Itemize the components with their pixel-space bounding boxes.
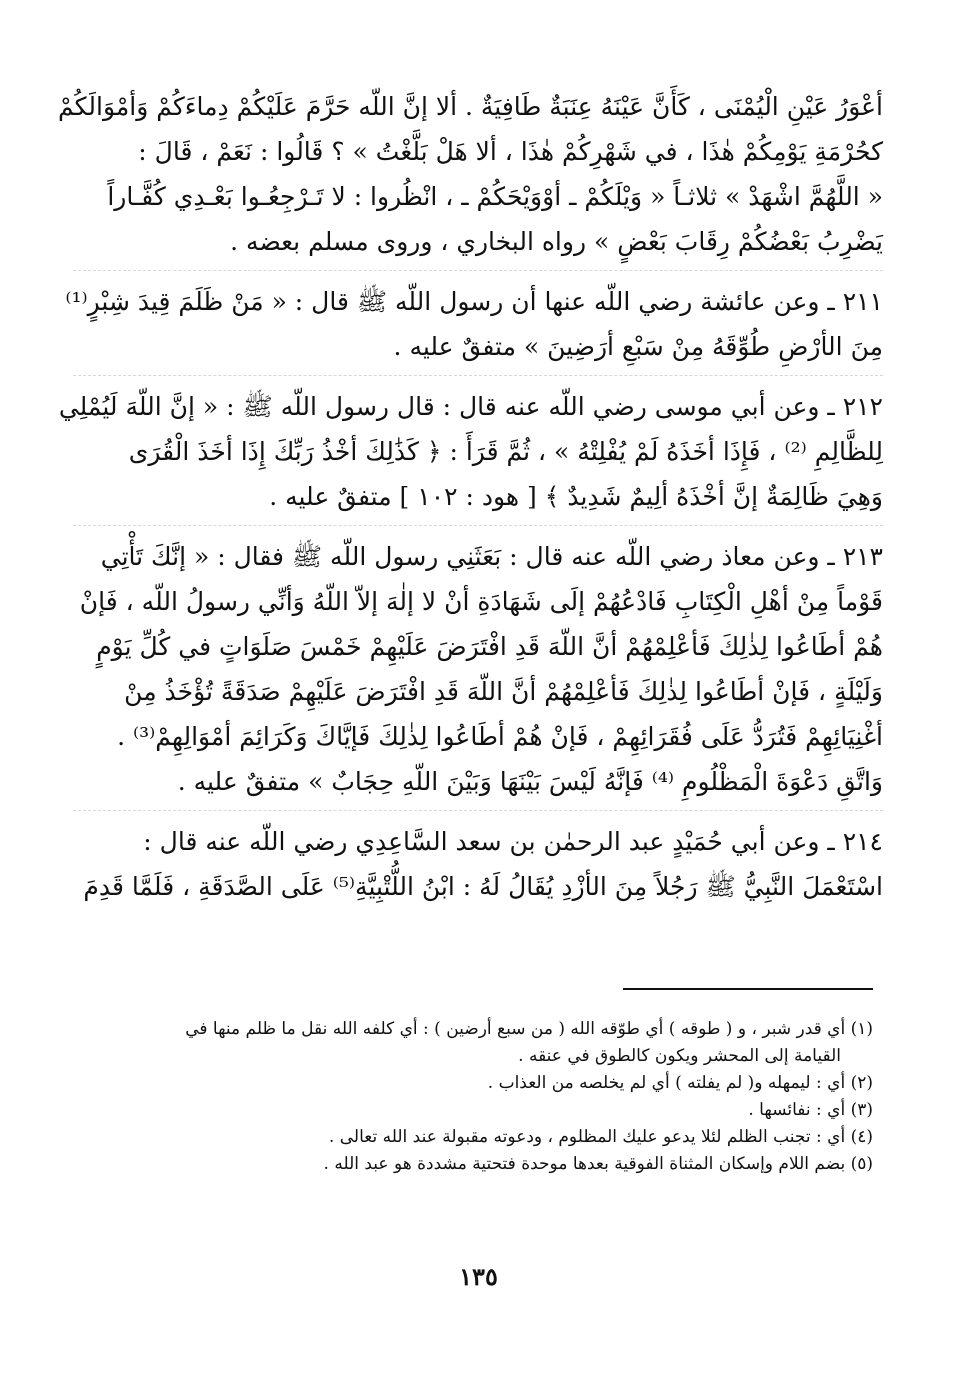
hadith-211-heading-line: ٢١١ ـ وعن عائشة رضي اللّه عنها أن رسول اللّه ﷺ قال : « مَنْ ظَلَمَ قِيدَ شِبْرٍ⁽¹⁾ [65,287,883,316]
hadith-213-heading-line: ٢١٣ ـ وعن معاذ رضي اللّه عنه قال : بَعَثَنِي رسول اللّه ﷺ فقال : « إنَّكَ تَأْتِي [100,542,883,571]
footnote-1-continuation: القيامة إلى المحشر ويكون كالطوق في عنقه . [518,1046,841,1066]
hadith-212-heading-line: ٢١٢ ـ وعن أبي موسى رضي اللّه عنه قال : قال رسول اللّه ﷺ : « إنَّ اللّهَ لَيُمْلِي [58,392,883,421]
paragraph-divider [73,525,883,526]
text-line: « اللَّهُمَّ اشْهَدْ » ثلاثـاً « وَيْلَكُمْ ـ أوْوَيْحَكُمْ ـ ، انْظُروا : لا تَـرْجِعُـوا بَعْـدِي كُفَّـاراً [107,182,883,211]
paragraph-divider [73,270,883,271]
text-line: وَهِيَ ظَالِمَةٌ إنَّ أخْذَهُ ألِيمٌ شَدِيدٌ ﴾ [ هود : ١٠٢ ] متفقٌ عليه . [269,482,883,511]
text-line: أغْنِيَائِهِمْ فَتُرَدُّ عَلَى فُقَرَائِهِمْ ، فَإنْ هُمْ أطَاعُوا لِذٰلِكَ فَإيَّاكَ وَكَرَائِمَ أمْوَالِهِمْ⁽³⁾ . [117,722,883,751]
page-number: ١٣٥ [459,1262,498,1291]
text-line: هُمْ أطَاعُوا لِذٰلِكَ فَأعْلِمْهُمْ أنَّ اللّهَ قَدِ افْتَرَضَ عَلَيْهِمْ خَمْسَ صَلَوَاتٍ في كُلِّ يَوْمٍ [96,632,883,661]
paragraph-divider [73,810,883,811]
text-line: اسْتَعْمَلَ النَّبِيُّ ﷺ رَجُلاً مِنَ الأزْدِ يُقَالُ لَهُ : ابْنُ اللُّتْبِيَّةِ⁽⁵⁾ عَلَى الصَّدَقَةِ ، فَلَمَّا قَدِمَ [83,872,883,901]
text-line: لِلظَّالِمِ ⁽²⁾ ، فَإِذَا أخَذَهُ لَمْ يُفْلِتْهُ » ، ثُمَّ قَرَأَ : ﴿ كَذَٰلِكَ أخْذُ رَبِّكَ إِذَا أخَذَ الْقُرَى [128,437,883,466]
footnote-4: (٤) أي : تجنب الظلم لئلا يدعو عليك المظلوم ، ودعوته مقبولة عند الله تعالى . [328,1127,873,1147]
hadith-214-heading-line: ٢١٤ ـ وعن أبي حُمَيْدٍ عبد الرحمٰن بن سعد السَّاعِدِي رضي اللّه عنه قال : [143,827,883,856]
footnotes-block [83,1016,873,1178]
text-line: مِنَ الأرْضِ طُوِّقَهُ مِنْ سَبْعِ أرَضِينَ » متفقٌ عليه . [393,332,883,361]
footnote-separator-rule [623,988,873,990]
text-line: قَوْماً مِنْ أهْلِ الْكِتَابِ فَادْعُهُمْ إلَى شَهَادَةِ أنْ لا إلٰهَ إلاّ اللّهُ وَأنِّي رسولُ اللّه ، فَإنْ [79,587,883,616]
text-line: أعْوَرُ عَيْنِ الْيُمْنَى ، كَأَنَّ عَيْنَهُ عِنَبَةٌ طَافِيَةٌ . ألا إنَّ اللّه حَرَّمَ عَلَيْكُمْ دِماءَكُمْ وَأمْوَالَكُمْ [57,92,883,121]
footnote-1: (١) أي قدر شبر ، و ( طوقه ) أي طوّقه الله ( من سبع أرضين ) : أي كلفه الله نقل ما ظلم منها في [185,1019,873,1039]
main-text-block [57,84,883,909]
text-line: وَلَيْلَةٍ ، فَإنْ أطَاعُوا لِذٰلِكَ فَأعْلِمْهُمْ أنَّ اللّهَ قَدِ افْتَرَضَ عَلَيْهِمْ صَدَقَةً تُؤْخَذُ مِنْ [124,677,883,706]
text-line: وَاتَّقِ دَعْوَةَ الْمَظْلُومِ ⁽⁴⁾ فَإنَّهُ لَيْسَ بَيْنَهَا وَبَيْنَ اللّهِ حِجَابٌ » متفقٌ عليه . [177,767,883,796]
footnote-3: (٣) أي : نفائسها . [748,1100,873,1120]
footnote-2: (٢) أي : ليمهله و( لم يفلته ) أي لم يخلصه من العذاب . [487,1073,873,1093]
text-line: يَضْرِبُ بَعْضُكُمْ رِقَابَ بَعْضٍ » رواه البخاري ، وروى مسلم بعضه . [230,227,883,256]
text-line: كحُرْمَةِ يَوْمِكُمْ هٰذَا ، في شَهْرِكُمْ هٰذَا ، ألا هَلْ بَلَّغْتُ » ؟ قَالُوا : نَعَمْ ، قَالَ : [138,137,883,166]
footnote-5: (٥) بضم اللام وإسكان المثناة الفوقية بعدها موحدة فتحتية مشددة هو عبد الله . [323,1154,873,1174]
paragraph-divider [73,375,883,376]
